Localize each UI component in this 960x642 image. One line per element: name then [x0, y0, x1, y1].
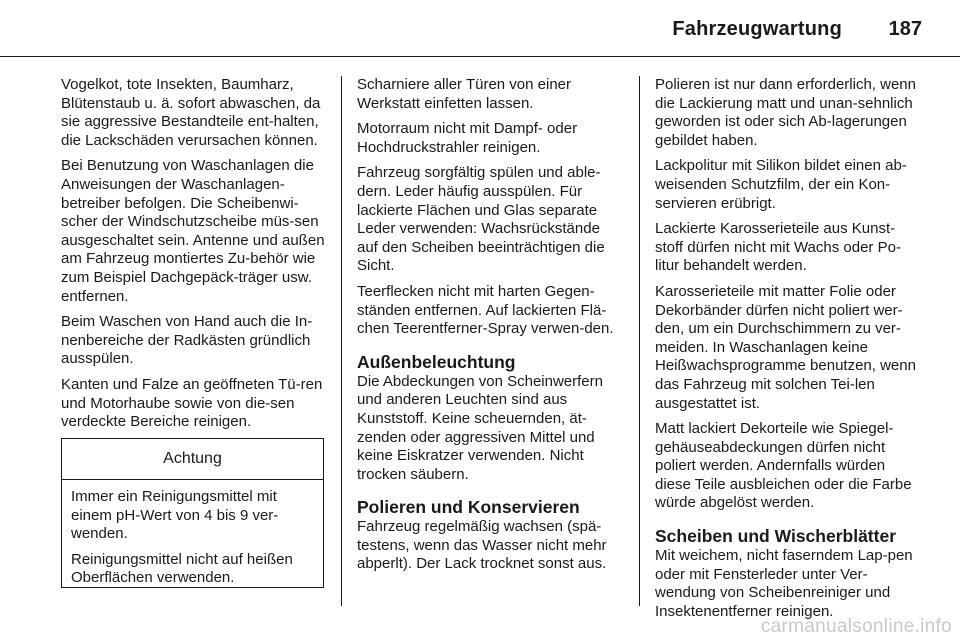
warning-title: Achtung [62, 439, 323, 480]
column-1 [61, 76, 326, 439]
paragraph: Lackpolitur mit Silikon bildet einen ab-weisenden Schutzfilm, der ein Kon-servieren erübrigt. [655, 157, 907, 212]
paragraph: Matt lackiert Dekorteile wie Spiegel-gehäuseabdeckungen dürfen nicht poliert werden. Andernfalls würden diese Teile ausbleichen oder die Farbe würde abgelöst werden. [655, 420, 912, 512]
section-body: Fahrzeug regelmäßig wachsen (spä-testens, wenn das Wasser nicht mehr abperlt). Der Lack trocknet sonst aus. [357, 518, 607, 573]
paragraph: Bei Benutzung von Waschanlagen die Anweisungen der Waschanlagen-betreiber befolgen. Die Scheibenwi-scher der Windschutzscheibe müs-sen ausgeschaltet sein. Antenne und außen am Fahrzeug montiertes Zu-behör wie zum Beispiel Dachgepäck-träger usw. entfernen. [61, 157, 325, 305]
paragraph: Scharniere aller Türen von einer Werkstatt einfetten lassen. [357, 76, 572, 112]
page-title: Fahrzeugwartung [672, 18, 842, 40]
section-heading-polishing: Polieren und Konservieren [357, 497, 580, 518]
paragraph: Fahrzeug sorgfältig spülen und able-dern. Leder häufig ausspülen. Für lackierte Flächen und Glas separate Leder verwenden: Wachsrückstände auf den Scheiben beeinträchtigen die Sicht. [357, 164, 605, 275]
warning-body [62, 480, 323, 588]
column-3 [655, 76, 923, 628]
page-number: 187 [888, 18, 922, 40]
section-body: Die Abdeckungen von Scheinwerfern und anderen Leuchten sind aus Kunststoff. Keine scheuernden, ät-zenden oder aggressiven Mittel und keine Eiskratzer verwenden. Nicht trocken säubern. [357, 372, 603, 483]
paragraph: Lackierte Karosserieteile aus Kunst-stoff dürfen nicht mit Wachs oder Po-litur behandelt werden. [655, 220, 901, 275]
column-2 [357, 76, 624, 581]
paragraph: Karosserieteile mit matter Folie oder Dekorbänder dürfen nicht poliert wer-den, um ein Durchschimmern zu ver-meiden. In Waschanlagen keine Heißwachsprogramme benutzen, wenn das Fahrzeug mit solchen Tei-len ausgestattet ist. [655, 282, 916, 412]
watermark-logo: carmanualsonline.info [760, 616, 952, 637]
paragraph: Kanten und Falze an geöffneten Tü-ren und Motorhaube sowie von die-sen verdeckte Bereiche reinigen. [61, 375, 323, 431]
page-header [0, 18, 960, 48]
column-divider-1 [341, 76, 342, 606]
section-heading-windows-wipers: Scheiben und Wischerblätter [655, 526, 897, 547]
warning-box [61, 438, 324, 588]
paragraph: Motorraum nicht mit Dampf- oder Hochdruckstrahler reinigen. [357, 120, 578, 156]
paragraph: Teerflecken nicht mit harten Gegen-ständen entfernen. Auf lackierten Flä-chen Teerentferner-Spray verwen-den. [357, 282, 614, 338]
section-body: Mit weichem, nicht faserndem Lap-pen oder mit Fensterleder unter Ver-wendung von Scheibenreiniger und Insektenentferner reinigen. [655, 547, 913, 620]
header-divider [0, 56, 960, 57]
section-heading-exterior-lighting: Außenbeleuchtung [357, 351, 516, 372]
warning-paragraph: Immer ein Reinigungsmittel mit einem pH-Wert von 4 bis 9 ver-wenden. [71, 488, 279, 543]
warning-paragraph: Reinigungsmittel nicht auf heißen Oberflächen verwenden. [71, 550, 293, 587]
paragraph: Vogelkot, tote Insekten, Baumharz, Blütenstaub u. ä. sofort abwaschen, da sie aggressive Bestandteile ent-halten, die Lackschäden verursachen können. [61, 76, 321, 149]
paragraph: Polieren ist nur dann erforderlich, wenn die Lackierung matt und unan-sehnlich geworden ist oder sich Ab-lagerungen gebildet haben. [655, 76, 916, 149]
column-divider-2 [639, 76, 640, 606]
paragraph: Beim Waschen von Hand auch die In-nenbereiche der Radkästen gründlich ausspülen. [61, 313, 313, 368]
